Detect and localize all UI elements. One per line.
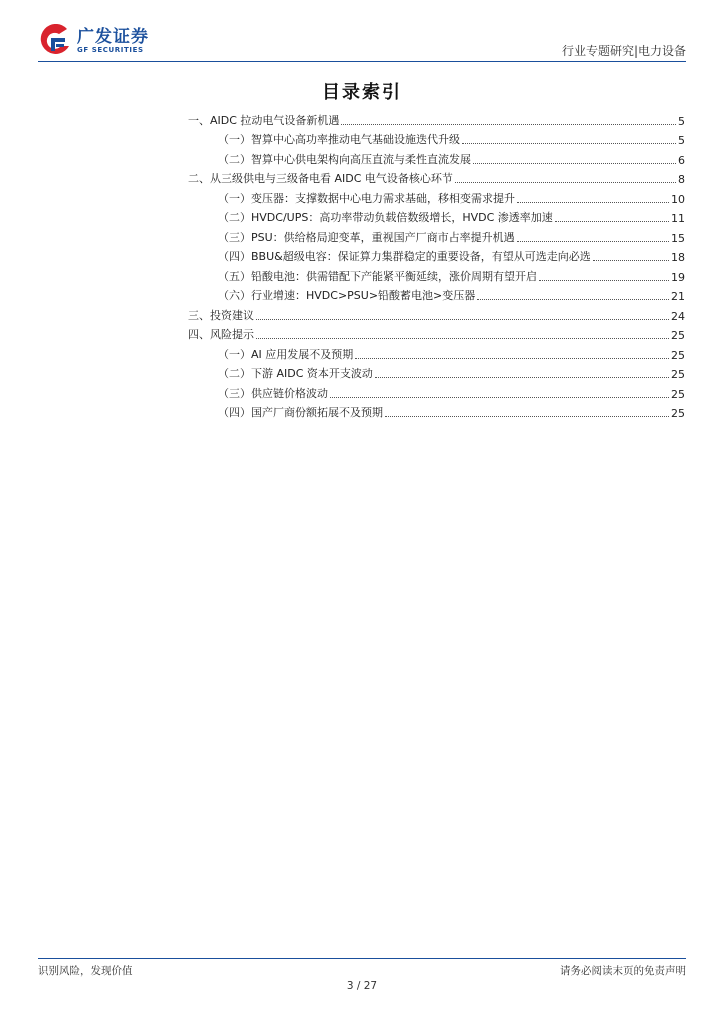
- toc-entry-title: 三、投资建议: [188, 308, 254, 322]
- toc-entry[interactable]: [188, 264, 685, 284]
- toc-dot-leader: [330, 397, 669, 398]
- toc-entry[interactable]: [188, 381, 685, 401]
- footer-divider: [38, 958, 686, 959]
- page-title: 目录索引: [322, 82, 402, 103]
- footer-disclaimer: 请务必阅读末页的免责声明: [560, 965, 686, 977]
- toc-entry-page: 25: [671, 387, 685, 401]
- toc-entry-page: 21: [671, 290, 685, 303]
- toc-entry-title: （一）变压器：支撑数据中心电力需求基础，移相变需求提升: [218, 191, 515, 205]
- toc-dot-leader: [477, 299, 669, 300]
- toc-entry-page: 5: [678, 114, 685, 128]
- toc-entry[interactable]: [188, 303, 685, 323]
- report-category: 行业专题研究|电力设备: [561, 44, 686, 58]
- toc-entry[interactable]: [188, 167, 685, 187]
- toc-entry-page: 24: [671, 309, 685, 323]
- toc-entry[interactable]: [188, 186, 685, 206]
- toc-entry[interactable]: [188, 362, 685, 382]
- toc-dot-leader: [256, 319, 669, 320]
- toc-entry-title: 一、AIDC 拉动电气设备新机遇: [188, 113, 340, 127]
- toc-dot-leader: [355, 358, 669, 359]
- toc-dot-leader: [593, 260, 669, 261]
- footer-slogan: 识别风险，发现价值: [38, 965, 133, 977]
- toc-entry-title: （二）下游 AIDC 资本开支波动: [218, 367, 373, 380]
- toc-entry-title: （四）国产厂商份额拓展不及预期: [218, 406, 383, 419]
- toc-entry-page: 25: [671, 329, 685, 342]
- toc-entry[interactable]: [188, 342, 685, 362]
- toc-entry-page: 8: [678, 173, 685, 186]
- toc-entry-page: 6: [678, 153, 685, 167]
- toc-dot-leader: [517, 202, 669, 203]
- toc-entry-title: （二）智算中心供电架构向高压直流与柔性直流发展: [218, 152, 471, 166]
- toc-entry[interactable]: [188, 401, 685, 421]
- toc-entry-page: 10: [671, 192, 685, 206]
- toc-entry-page: 5: [678, 134, 685, 147]
- page-header: [38, 24, 686, 60]
- toc-entry-page: 11: [671, 212, 685, 225]
- toc-entry[interactable]: [188, 225, 685, 245]
- toc-entry[interactable]: [188, 147, 685, 167]
- toc-entry[interactable]: [188, 206, 685, 226]
- toc-entry-page: 25: [671, 348, 685, 362]
- toc-entry-title: （六）行业增速：HVDC>PSU>铅酸蓄电池>变压器: [218, 289, 476, 302]
- toc-entry-page: 18: [671, 251, 685, 264]
- toc-entry-page: 25: [671, 368, 685, 381]
- toc-entry-page: 25: [671, 407, 685, 420]
- toc-entry-title: （一）AI 应用发展不及预期: [218, 347, 354, 361]
- logo-english: GF SECURITIES: [77, 45, 144, 54]
- toc-entry-title: 四、风险提示: [188, 328, 254, 341]
- toc-entry-title: （五）铅酸电池：供需错配下产能紧平衡延续，涨价周期有望开启: [218, 269, 537, 283]
- toc-dot-leader: [385, 416, 669, 417]
- toc-entry-title: （三）供应链价格波动: [218, 386, 328, 400]
- toc-entry-title: （二）HVDC/UPS：高功率带动负载倍数级增长，HVDC 渗透率加速: [218, 211, 553, 224]
- page-number: 3 / 27: [346, 980, 378, 992]
- toc-entry-title: （四）BBU&超级电容：保证算力集群稳定的重要设备，有望从可选走向必选: [218, 250, 591, 263]
- toc-entry-page: 19: [671, 270, 685, 284]
- logo-chinese: 广发证券: [77, 26, 149, 47]
- toc-entry-title: （一）智算中心高功率推动电气基础设施迭代升级: [218, 133, 460, 146]
- company-logo: [38, 24, 149, 58]
- toc-dot-leader: [539, 280, 669, 281]
- header-divider: [38, 61, 686, 62]
- table-of-contents: [188, 108, 685, 420]
- toc-dot-leader: [473, 163, 676, 164]
- toc-entry[interactable]: [188, 245, 685, 265]
- toc-dot-leader: [375, 377, 669, 378]
- toc-dot-leader: [341, 124, 676, 125]
- toc-entry[interactable]: [188, 128, 685, 148]
- toc-entry[interactable]: [188, 323, 685, 343]
- gf-logo-icon: [38, 24, 72, 58]
- toc-dot-leader: [517, 241, 669, 242]
- toc-dot-leader: [555, 221, 669, 222]
- toc-dot-leader: [256, 338, 669, 339]
- toc-entry-title: （三）PSU：供给格局迎变革，重视国产厂商市占率提升机遇: [218, 230, 515, 244]
- toc-entry-title: 二、从三级供电与三级备电看 AIDC 电气设备核心环节: [188, 172, 453, 185]
- toc-entry[interactable]: [188, 108, 685, 128]
- toc-dot-leader: [455, 182, 676, 183]
- toc-entry[interactable]: [188, 284, 685, 304]
- toc-entry-page: 15: [671, 231, 685, 245]
- toc-dot-leader: [462, 143, 676, 144]
